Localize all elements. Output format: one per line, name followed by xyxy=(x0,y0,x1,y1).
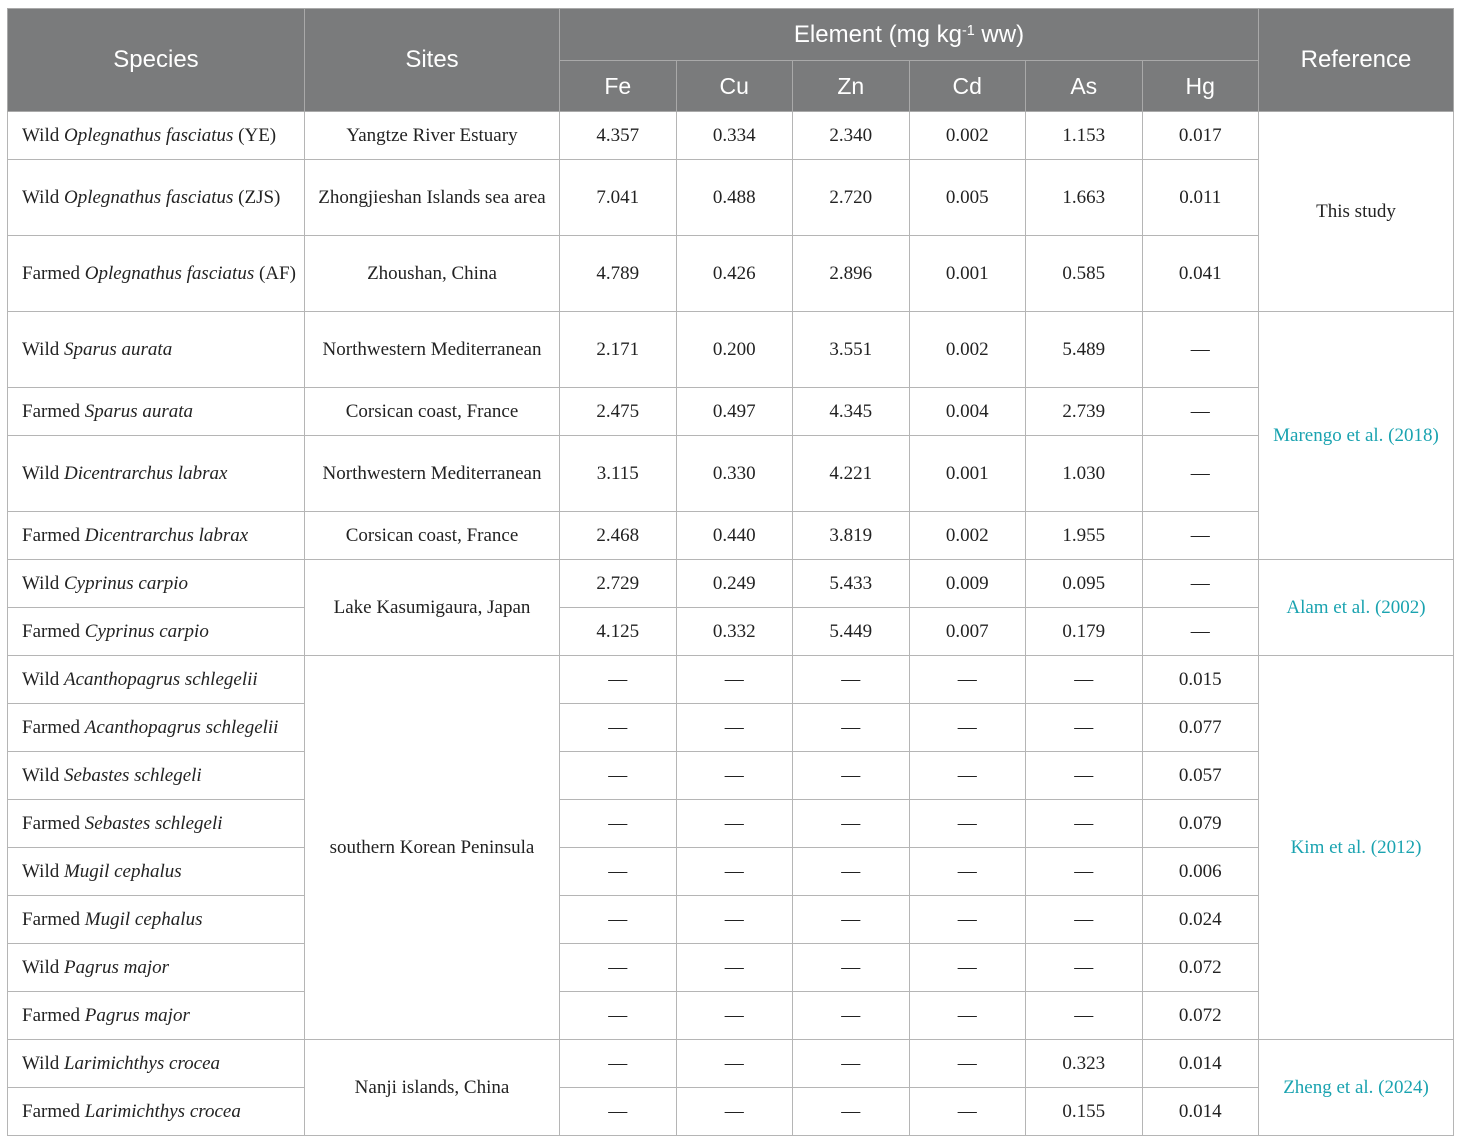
value-cell: 0.332 xyxy=(676,608,793,656)
value-cell: 0.017 xyxy=(1142,112,1259,160)
value-cell: — xyxy=(676,800,793,848)
value-cell: 3.819 xyxy=(793,512,910,560)
value-cell: — xyxy=(1142,388,1259,436)
value-cell: 0.041 xyxy=(1142,236,1259,312)
value-cell: — xyxy=(793,704,910,752)
value-cell: — xyxy=(560,992,677,1040)
value-cell: 1.030 xyxy=(1026,436,1143,512)
reference-link-zheng[interactable]: Zheng et al. (2024) xyxy=(1283,1076,1429,1098)
site-cell: Lake Kasumigaura, Japan xyxy=(305,560,560,656)
table-row xyxy=(8,944,1454,992)
value-cell: — xyxy=(560,704,677,752)
value-cell: — xyxy=(793,896,910,944)
value-cell: 0.095 xyxy=(1026,560,1143,608)
species-cell: Wild Cyprinus carpio xyxy=(8,560,305,608)
value-cell: — xyxy=(1026,944,1143,992)
value-cell: 3.115 xyxy=(560,436,677,512)
value-cell: 0.426 xyxy=(676,236,793,312)
value-cell: 0.585 xyxy=(1026,236,1143,312)
site-cell: Corsican coast, France xyxy=(305,512,560,560)
species-cell: Farmed Sebastes schlegeli xyxy=(8,800,305,848)
value-cell: 5.489 xyxy=(1026,312,1143,388)
table-row xyxy=(8,800,1454,848)
value-cell: — xyxy=(676,896,793,944)
value-cell: — xyxy=(1142,512,1259,560)
value-cell: 0.323 xyxy=(1026,1040,1143,1088)
table-body xyxy=(8,112,1454,1136)
value-cell: 5.433 xyxy=(793,560,910,608)
value-cell: — xyxy=(793,752,910,800)
header-element: Element (mg $kg^{-1}$ ww) xyxy=(560,9,1259,61)
value-cell: 2.468 xyxy=(560,512,677,560)
value-cell: 5.449 xyxy=(793,608,910,656)
header-zn: Zn xyxy=(793,61,910,112)
value-cell: 0.330 xyxy=(676,436,793,512)
header-sites: Sites xyxy=(305,9,560,112)
table-header xyxy=(8,9,1454,112)
header-fe: Fe xyxy=(560,61,677,112)
site-cell: Nanji islands, China xyxy=(305,1040,560,1136)
site-cell: Corsican coast, France xyxy=(305,388,560,436)
species-cell: Farmed Dicentrarchus labrax xyxy=(8,512,305,560)
value-cell: — xyxy=(560,752,677,800)
value-cell: 0.179 xyxy=(1026,608,1143,656)
element-comparison-table xyxy=(7,8,1454,1136)
value-cell: 0.004 xyxy=(909,388,1026,436)
value-cell: 4.357 xyxy=(560,112,677,160)
value-cell: 3.551 xyxy=(793,312,910,388)
species-cell: Wild Pagrus major xyxy=(8,944,305,992)
value-cell: — xyxy=(560,1040,677,1088)
table-row xyxy=(8,160,1454,236)
reference-cell: This study xyxy=(1259,112,1454,312)
value-cell: 0.440 xyxy=(676,512,793,560)
value-cell: — xyxy=(676,752,793,800)
value-cell: 0.014 xyxy=(1142,1088,1259,1136)
site-cell: southern Korean Peninsula xyxy=(305,656,560,1040)
species-cell: Farmed Pagrus major xyxy=(8,992,305,1040)
table-row xyxy=(8,608,1454,656)
reference-link-kim[interactable]: Kim et al. (2012) xyxy=(1290,836,1422,858)
value-cell: — xyxy=(560,848,677,896)
value-cell: 0.488 xyxy=(676,160,793,236)
value-cell: 7.041 xyxy=(560,160,677,236)
value-cell: — xyxy=(1142,436,1259,512)
value-cell: 0.155 xyxy=(1026,1088,1143,1136)
species-cell: Wild Sebastes schlegeli xyxy=(8,752,305,800)
table-row xyxy=(8,1088,1454,1136)
value-cell: 2.475 xyxy=(560,388,677,436)
value-cell: — xyxy=(909,896,1026,944)
value-cell: 2.729 xyxy=(560,560,677,608)
value-cell: — xyxy=(1026,992,1143,1040)
value-cell: — xyxy=(1026,656,1143,704)
value-cell: — xyxy=(676,656,793,704)
table-row xyxy=(8,436,1454,512)
table-row xyxy=(8,236,1454,312)
value-cell: 0.200 xyxy=(676,312,793,388)
species-cell: Wild Mugil cephalus xyxy=(8,848,305,896)
site-cell: Northwestern Mediterranean xyxy=(305,312,560,388)
value-cell: 0.024 xyxy=(1142,896,1259,944)
value-cell: 4.221 xyxy=(793,436,910,512)
header-cd: Cd xyxy=(909,61,1026,112)
species-cell: Wild Sparus aurata xyxy=(8,312,305,388)
value-cell: — xyxy=(909,1088,1026,1136)
site-cell: Zhoushan, China xyxy=(305,236,560,312)
value-cell: — xyxy=(560,896,677,944)
species-cell: Wild Larimichthys crocea xyxy=(8,1040,305,1088)
value-cell: — xyxy=(1026,800,1143,848)
value-cell: — xyxy=(793,992,910,1040)
value-cell: — xyxy=(560,800,677,848)
header-reference: Reference xyxy=(1259,9,1454,112)
header-cu: Cu xyxy=(676,61,793,112)
value-cell: 0.014 xyxy=(1142,1040,1259,1088)
header-species: Species xyxy=(8,9,305,112)
value-cell: 0.009 xyxy=(909,560,1026,608)
value-cell: 0.001 xyxy=(909,436,1026,512)
value-cell: — xyxy=(793,656,910,704)
value-cell: — xyxy=(1026,848,1143,896)
value-cell: — xyxy=(793,944,910,992)
species-cell: Farmed Cyprinus carpio xyxy=(8,608,305,656)
value-cell: — xyxy=(793,800,910,848)
value-cell: — xyxy=(793,848,910,896)
value-cell: — xyxy=(909,1040,1026,1088)
value-cell: — xyxy=(560,656,677,704)
value-cell: 0.002 xyxy=(909,512,1026,560)
table-row xyxy=(8,752,1454,800)
species-cell: Farmed Acanthopagrus schlegelii xyxy=(8,704,305,752)
value-cell: 0.006 xyxy=(1142,848,1259,896)
species-cell: Farmed Larimichthys crocea xyxy=(8,1088,305,1136)
header-as: As xyxy=(1026,61,1143,112)
value-cell: 0.497 xyxy=(676,388,793,436)
species-cell: Wild Acanthopagrus schlegelii xyxy=(8,656,305,704)
table-row xyxy=(8,704,1454,752)
species-cell: Wild Oplegnathus fasciatus (YE) xyxy=(8,112,305,160)
value-cell: 0.249 xyxy=(676,560,793,608)
table-row xyxy=(8,388,1454,436)
value-cell: — xyxy=(560,944,677,992)
value-cell: 0.334 xyxy=(676,112,793,160)
value-cell: 4.789 xyxy=(560,236,677,312)
value-cell: — xyxy=(1026,752,1143,800)
value-cell: 0.015 xyxy=(1142,656,1259,704)
site-cell: Northwestern Mediterranean xyxy=(305,436,560,512)
value-cell: — xyxy=(1026,896,1143,944)
table-row xyxy=(8,992,1454,1040)
value-cell: 4.345 xyxy=(793,388,910,436)
value-cell: — xyxy=(1026,704,1143,752)
table-row xyxy=(8,848,1454,896)
value-cell: 2.340 xyxy=(793,112,910,160)
header-hg: Hg xyxy=(1142,61,1259,112)
value-cell: 0.002 xyxy=(909,312,1026,388)
value-cell: 0.077 xyxy=(1142,704,1259,752)
value-cell: — xyxy=(793,1040,910,1088)
value-cell: — xyxy=(676,944,793,992)
value-cell: — xyxy=(1142,312,1259,388)
value-cell: 2.739 xyxy=(1026,388,1143,436)
value-cell: — xyxy=(909,656,1026,704)
species-cell: Wild Dicentrarchus labrax xyxy=(8,436,305,512)
value-cell: — xyxy=(1142,608,1259,656)
value-cell: — xyxy=(793,1088,910,1136)
site-cell: Zhongjieshan Islands sea area xyxy=(305,160,560,236)
value-cell: — xyxy=(909,992,1026,1040)
value-cell: 1.955 xyxy=(1026,512,1143,560)
value-cell: 0.007 xyxy=(909,608,1026,656)
site-cell: Yangtze River Estuary xyxy=(305,112,560,160)
value-cell: 0.079 xyxy=(1142,800,1259,848)
value-cell: 2.171 xyxy=(560,312,677,388)
reference-cell xyxy=(1259,312,1454,560)
value-cell: 0.072 xyxy=(1142,944,1259,992)
value-cell: — xyxy=(909,848,1026,896)
value-cell: 0.057 xyxy=(1142,752,1259,800)
species-cell: Farmed Mugil cephalus xyxy=(8,896,305,944)
table-row xyxy=(8,896,1454,944)
value-cell: — xyxy=(676,1040,793,1088)
reference-link-alam[interactable]: Alam et al. (2002) xyxy=(1286,596,1426,618)
value-cell: 0.011 xyxy=(1142,160,1259,236)
value-cell: 0.005 xyxy=(909,160,1026,236)
species-cell: Farmed Sparus aurata xyxy=(8,388,305,436)
value-cell: 2.720 xyxy=(793,160,910,236)
reference-cell xyxy=(1259,656,1454,1040)
table-row xyxy=(8,112,1454,160)
species-cell: Farmed Oplegnathus fasciatus (AF) xyxy=(8,236,305,312)
species-cell: Wild Oplegnathus fasciatus (ZJS) xyxy=(8,160,305,236)
value-cell: — xyxy=(1142,560,1259,608)
table-row xyxy=(8,312,1454,388)
value-cell: 4.125 xyxy=(560,608,677,656)
value-cell: — xyxy=(909,704,1026,752)
value-cell: — xyxy=(676,1088,793,1136)
value-cell: — xyxy=(909,752,1026,800)
value-cell: 0.001 xyxy=(909,236,1026,312)
value-cell: 0.002 xyxy=(909,112,1026,160)
value-cell: — xyxy=(676,848,793,896)
value-cell: — xyxy=(676,704,793,752)
table-row xyxy=(8,1040,1454,1088)
table-row xyxy=(8,512,1454,560)
value-cell: 1.153 xyxy=(1026,112,1143,160)
table-row xyxy=(8,560,1454,608)
value-cell: — xyxy=(909,800,1026,848)
table-row xyxy=(8,656,1454,704)
value-cell: 2.896 xyxy=(793,236,910,312)
value-cell: — xyxy=(676,992,793,1040)
value-cell: — xyxy=(909,944,1026,992)
value-cell: — xyxy=(560,1088,677,1136)
reference-cell xyxy=(1259,1040,1454,1136)
value-cell: 0.072 xyxy=(1142,992,1259,1040)
reference-link-marengo[interactable]: Marengo et al. (2018) xyxy=(1273,424,1439,446)
value-cell: 1.663 xyxy=(1026,160,1143,236)
reference-cell xyxy=(1259,560,1454,656)
